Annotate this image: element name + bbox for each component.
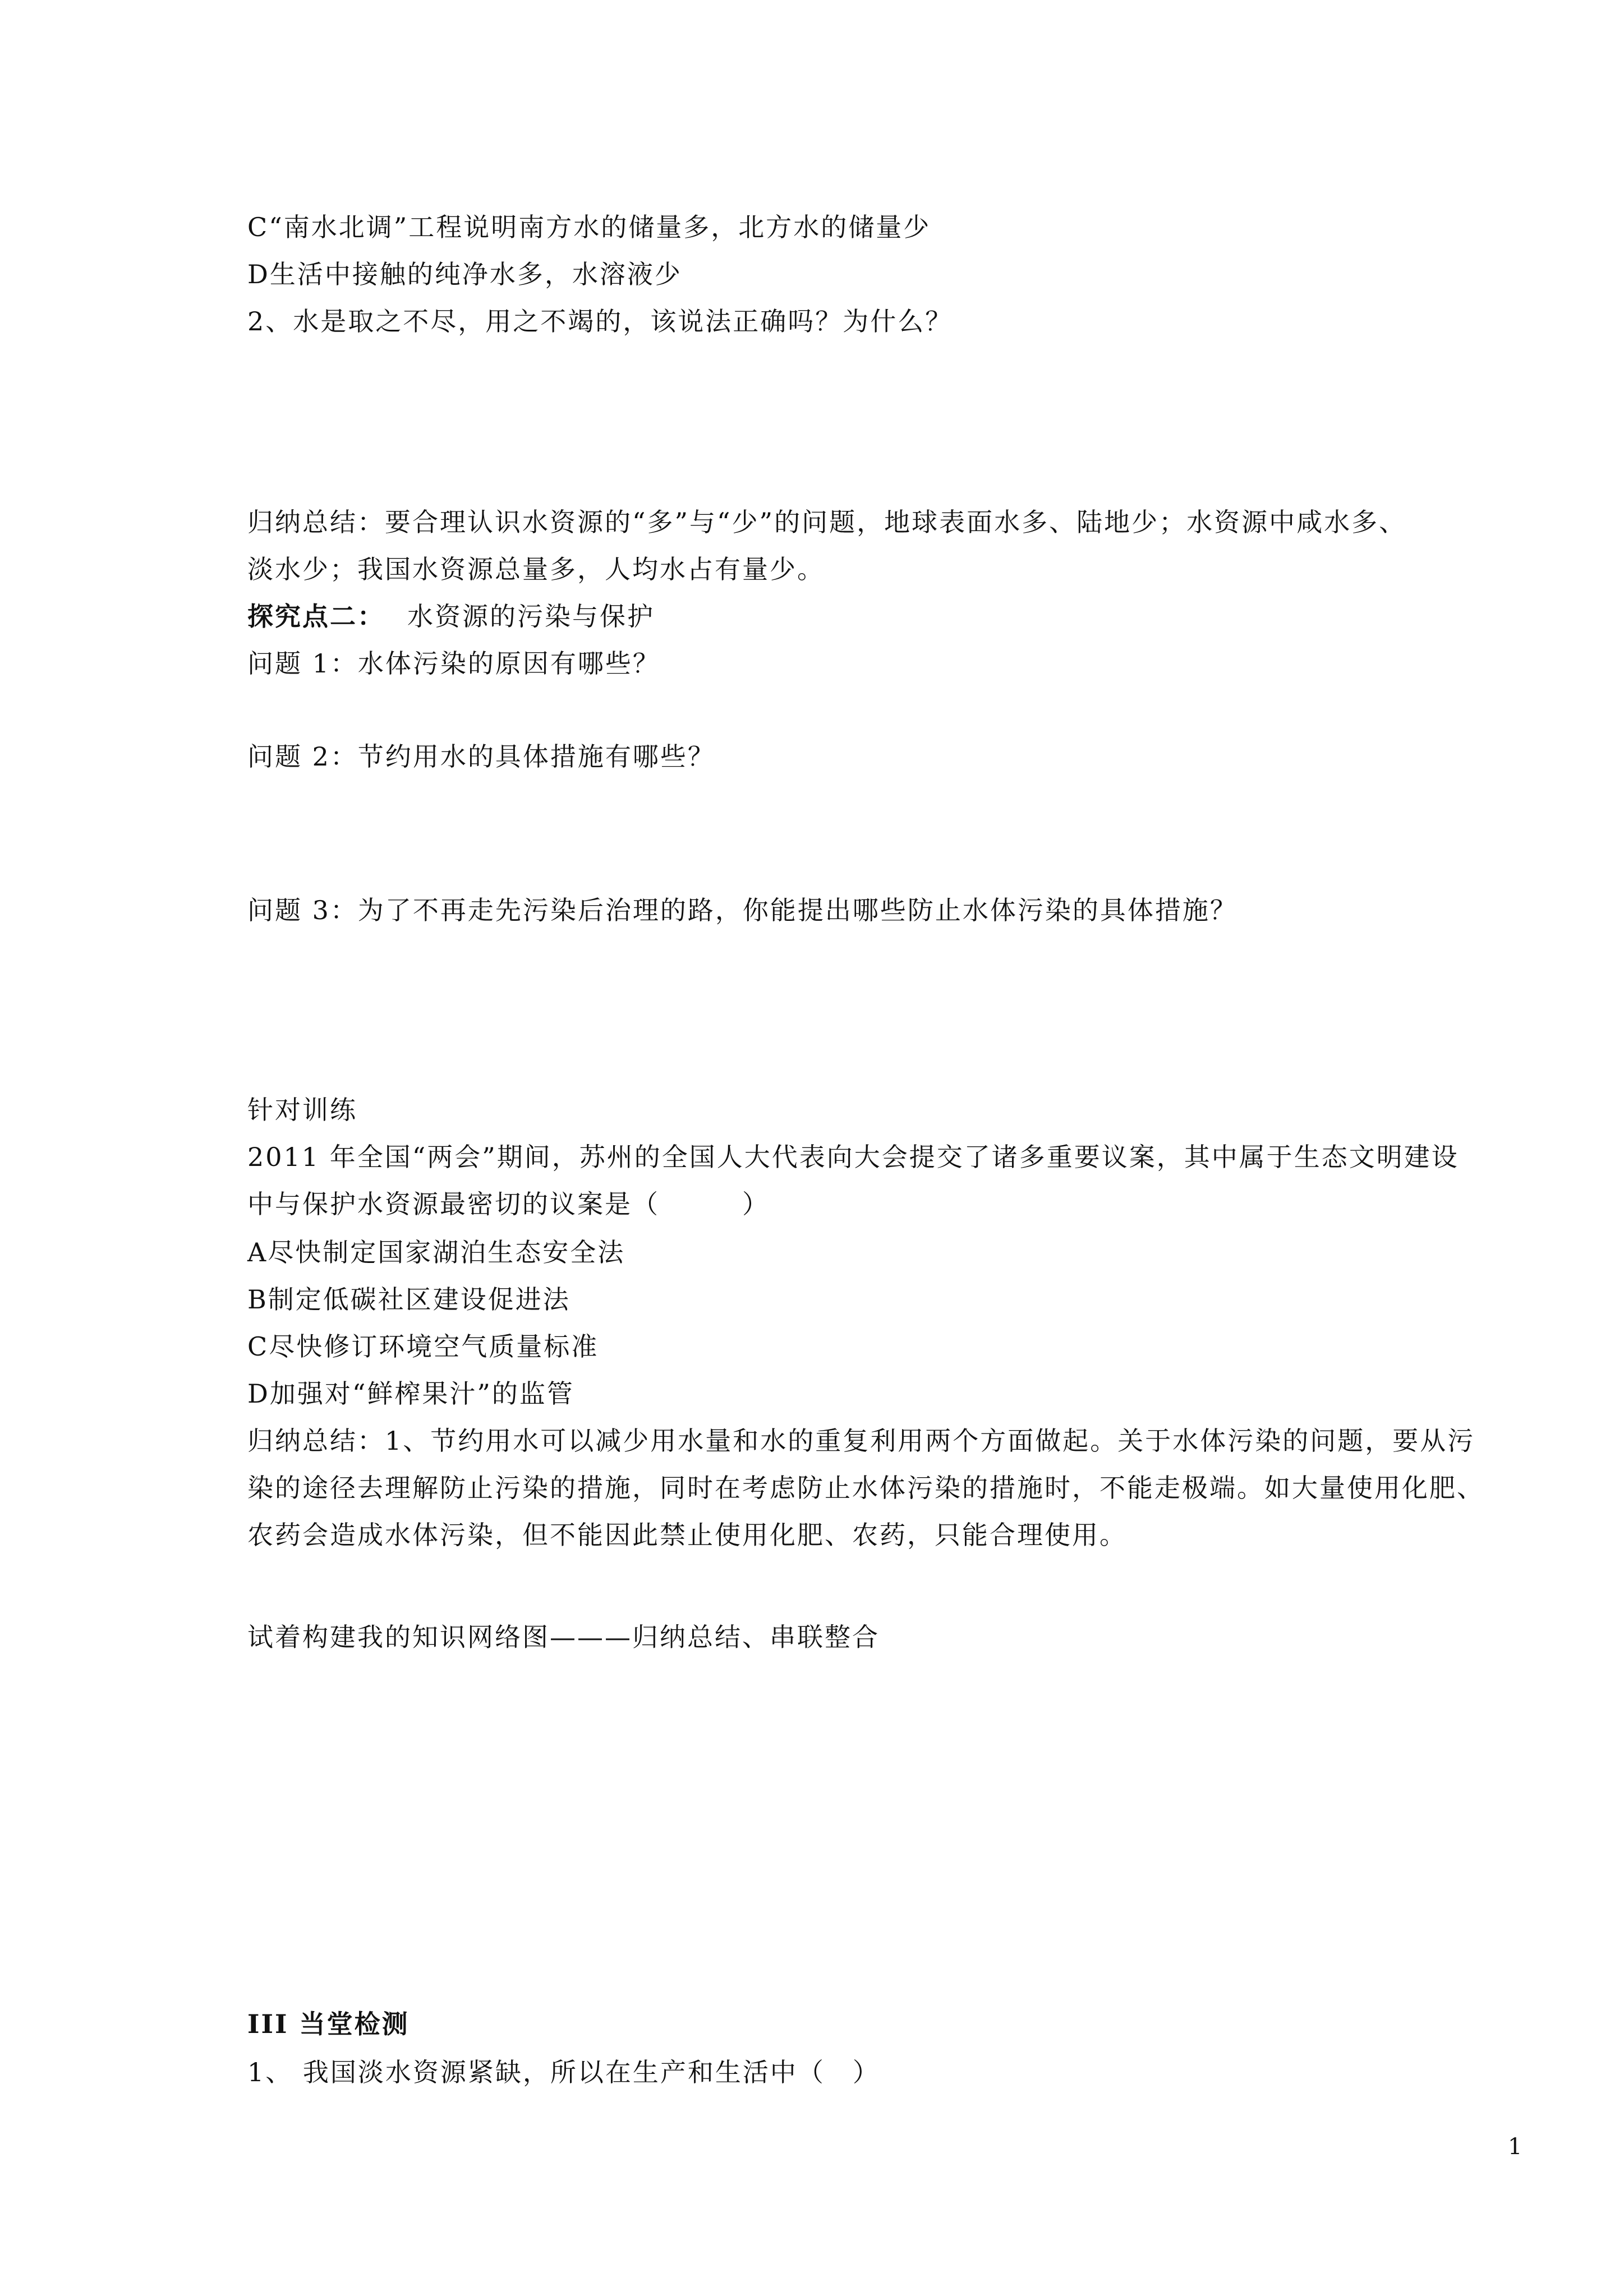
training-option-a: A尽快制定国家湖泊生态安全法 <box>247 1237 625 1267</box>
page-number: 1 <box>1508 2134 1522 2160</box>
summary-1-line-2: 淡水少；我国水资源总量多，人均水占有量少。 <box>247 554 825 584</box>
summary-1-line-1: 归纳总结：要合理认识水资源的“多”与“少”的问题，地球表面水多、陆地少；水资源中咸水多、 <box>247 507 1407 537</box>
training-option-d: D加强对“鲜榨果汁”的监管 <box>247 1378 574 1409</box>
problem-3-text: 问题 3：为了不再走先污染后治理的路，你能提出哪些防止水体污染的具体措施？ <box>247 895 1237 925</box>
question-2-text: 2、水是取之不尽，用之不竭的，该说法正确吗？为什么？ <box>247 306 953 336</box>
summary-2-line-1: 归纳总结：1、节约用水可以减少用水量和水的重复利用两个方面做起。关于水体污染的问题，要从污 <box>247 1426 1475 1456</box>
check-question-1: 1、 我国淡水资源紧缺，所以在生产和生活中（ ） <box>247 2057 880 2087</box>
section-two-title: 水资源的污染与保护 <box>407 601 655 631</box>
problem-1-text: 问题 1：水体污染的原因有哪些？ <box>247 648 660 679</box>
section-two-heading <box>247 603 1538 629</box>
knowledge-network-prompt: 试着构建我的知识网络图———归纳总结、串联整合 <box>247 1622 880 1652</box>
training-option-c: C尽快修订环境空气质量标准 <box>247 1331 599 1362</box>
training-question-line-1: 2011 年全国“两会”期间，苏州的全国人大代表向大会提交了诸多重要议案，其中属于生态文明建设 <box>247 1142 1459 1172</box>
summary-2-line-3: 农药会造成水体污染，但不能因此禁止使用化肥、农药，只能合理使用。 <box>247 1520 1127 1550</box>
summary-2-line-2: 染的途径去理解防止污染的措施，同时在考虑防止水体污染的措施时，不能走极端。如大量使用化肥、 <box>247 1473 1484 1503</box>
problem-2-text: 问题 2：节约用水的具体措施有哪些？ <box>247 741 715 772</box>
option-c-text: C“南水北调”工程说明南方水的储量多，北方水的储量少 <box>247 212 931 242</box>
section-three-heading: III 当堂检测 <box>247 2009 410 2039</box>
training-question-line-2: 中与保护水资源最密切的议案是（ ） <box>247 1189 770 1219</box>
targeted-training-heading: 针对训练 <box>247 1095 357 1125</box>
section-two-label: 探究点二： <box>247 601 385 631</box>
training-option-b: B制定低碳社区建设促进法 <box>247 1284 571 1315</box>
option-d-text: D生活中接触的纯净水多，水溶液少 <box>247 259 682 289</box>
